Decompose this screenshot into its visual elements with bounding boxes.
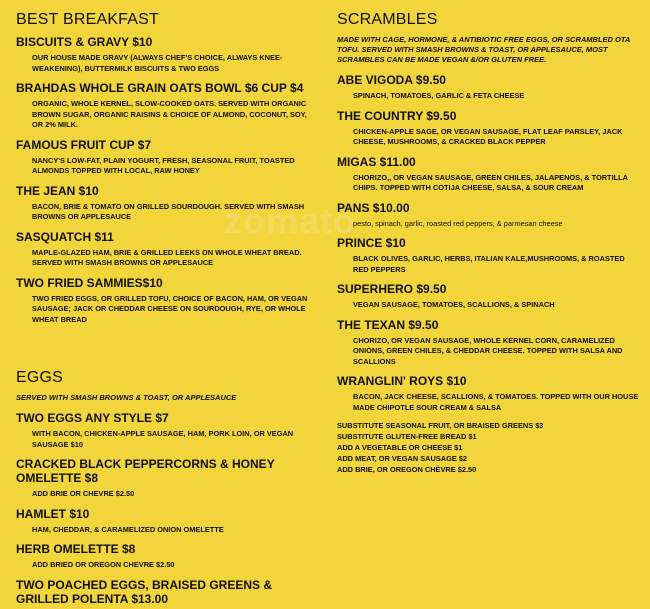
- menu-item-name: THE COUNTRY $9.50: [337, 108, 457, 123]
- menu-item: [16, 542, 316, 571]
- scrambles-items: [337, 73, 640, 413]
- menu-item: [337, 236, 640, 275]
- menu-item: [337, 201, 640, 230]
- extra-option: SUBSTITUTE GLUTEN-FREE BREAD $1: [337, 432, 477, 441]
- menu-item-description: BACON, BRIE & TOMATO ON GRILLED SOURDOUGH. SERVED WITH SMASH BROWNS OR APPLESAUCE: [32, 201, 305, 221]
- menu-item-description: NANCY'S LOW-FAT, PLAIN YOGURT, FRESH, SEASONAL FRUIT, TOASTED ALMONDS TOPPED WITH LOCAL, RAW HONEY: [32, 155, 295, 175]
- menu-item-name: CRACKED BLACK PEPPERCORNS & HONEY OMELETTE $8: [16, 457, 275, 485]
- menu-item: [337, 374, 640, 413]
- menu-item: [337, 73, 640, 102]
- menu-item-name: HERB OMELETTE $8: [16, 542, 136, 556]
- menu-item: [337, 155, 640, 194]
- menu-item-name: WRANGLIN' ROYS $10: [337, 374, 467, 388]
- menu-item: [16, 276, 316, 326]
- eggs-section: [16, 368, 316, 609]
- menu-item-description: CHICKEN-APPLE SAGE, OR VEGAN SAUSAGE, FLAT LEAF PARSLEY, JACK CHEESE, MUSHROOMS, & CRACKED BLACK PEPPER: [353, 126, 623, 146]
- menu-item-name: HAMLET $10: [16, 506, 90, 521]
- menu-item-description: BLACK OLIVES, GARLIC, HERBS, ITALIAN KALE,MUSHROOMS, & ROASTED RED PEPPERS: [353, 254, 625, 274]
- menu-item-name: TWO EGGS ANY STYLE $7: [16, 411, 169, 425]
- extra-option: ADD BRIE, OR OREGON CHÈVRE $2.50: [337, 465, 477, 474]
- menu-item-name: PRINCE $10: [337, 236, 406, 250]
- extra-option: SUBSTITUTE SEASONAL FRUIT, OR BRAISED GREENS $3: [337, 421, 544, 430]
- menu-item: [16, 411, 316, 450]
- menu-item-description: ADD BRIE OR CHEVRE $2.50: [32, 489, 135, 498]
- menu-item-description: VEGAN SAUSAGE, TOMATOES, SCALLIONS, & SPINACH: [353, 300, 555, 309]
- menu-item: [16, 35, 316, 74]
- menu-item-description: OUR HOUSE MADE GRAVY (ALWAYS CHEF'S CHOICE, ALWAYS KNEE-WEAKENING), BUTTERMILK BISCUITS & TWO EGGS: [32, 53, 283, 73]
- menu-item-description: WITH BACON, CHICKEN-APPLE SAUSAGE, HAM, PORK LOIN, OR VEGAN SAUSAGE $10: [32, 429, 294, 449]
- menu-item-description: ORGANIC, WHOLE KERNEL, SLOW-COOKED OATS. SERVED WITH ORGANIC BROWN SUGAR, ORGANIC RAISINS & CHOICE OF ALMOND, COCONUT, SOY, OR 2% MILK.: [32, 99, 307, 129]
- extra-option: ADD MEAT, OR VEGAN SAUSAGE $2: [337, 454, 468, 463]
- menu-item: [16, 138, 316, 177]
- menu-item-name: THE JEAN $10: [16, 183, 99, 198]
- menu-item-name: ABE VIGODA $9.50: [337, 73, 446, 87]
- watermark: zomato: [224, 200, 356, 241]
- menu-item: [16, 81, 316, 131]
- menu-item-name: THE TEXAN $9.50: [337, 317, 439, 332]
- menu-item-name: BRAHDAS WHOLE GRAIN OATS BOWL $6 CUP $4: [16, 81, 304, 95]
- menu-item-description: SPINACH, TOMATOES, GARLIC & FETA CHEESE: [353, 91, 525, 100]
- menu-item-name: TWO POACHED EGGS, BRAISED GREENS & GRILLED POLENTA $13.00: [16, 577, 273, 606]
- menu-item-description: HAM, CHEDDAR, & CARAMELIZED ONION OMELETTE: [32, 524, 224, 534]
- scrambles-extras: [337, 420, 640, 475]
- scrambles-note: MADE WITH CAGE, HORMONE, & ANTIBIOTIC FREE EGGS, OR SCRAMBLED OTA TOFU. SERVED WITH SMASH BROWNS & TOAST, OR APPLESAUCE, MOST SCRAMBLES CAN BE MADE VEGAN &/OR GLUTEN FREE.: [337, 35, 631, 64]
- menu-item-description: pesto, spinach, garlic, roasted red peppers, & parmesan cheese: [353, 218, 563, 228]
- menu-item-name: MIGAS $11.00: [337, 154, 416, 169]
- menu-item-description: BACON, JACK CHEESE, SCALLIONS, & TOMATOES. TOPPED WITH OUR HOUSE MADE CHIPOTLE SOUR CREAM & SALSA: [353, 392, 639, 412]
- extra-option: ADD A VEGETABLE OR CHEESE $1: [337, 443, 463, 452]
- menu-item: [337, 109, 640, 148]
- menu-item: [337, 318, 640, 368]
- menu-item-description: MAPLE-GLAZED HAM, BRIE & GRILLED LEEKS ON WHOLE WHEAT BREAD. SERVED WITH SMASH BROWNS OR APPLESAUCE: [32, 247, 302, 267]
- menu-item: [16, 578, 316, 606]
- eggs-items: [16, 411, 316, 606]
- menu-item-name: SASQUATCH $11: [16, 229, 114, 244]
- menu-item: [337, 282, 640, 311]
- menu-item-description: ADD BRIED OR OREGON CHEVRE $2.50: [32, 560, 175, 569]
- breakfast-title: BEST BREAKFAST: [16, 11, 159, 28]
- menu-item: [16, 230, 316, 269]
- menu-item-name: TWO FRIED SAMMIES$10: [16, 275, 163, 290]
- scrambles-section: [337, 10, 640, 475]
- breakfast-items: [16, 35, 316, 325]
- menu-item-description: TWO FRIED EGGS, OR GRILLED TOFU, CHOICE OF BACON, HAM, OR VEGAN SAUSAGE; JACK OR CHEDDAR CHEESE ON SOURDOUGH, RYE, OR WHOLE WHEAT BREAD: [32, 293, 308, 324]
- menu-item-name: SUPERHERO $9.50: [337, 282, 447, 296]
- eggs-title: EGGS: [16, 369, 64, 386]
- menu-item-name: FAMOUS FRUIT CUP $7: [16, 137, 152, 152]
- menu-item-description: CHORIZO,, OR VEGAN SAUSAGE, GREEN CHILES, JALAPENOS, & TORTILLA CHIPS. TOPPED WITH COTIJA CHEESE, SALSA, & SOUR CREAM: [353, 172, 628, 192]
- menu-item: [16, 507, 316, 536]
- menu-item-description: CHORIZO, OR VEGAN SAUSAGE, WHOLE KERNEL CORN, CARAMELIZED ONIONS, GREEN CHILES, & CHEDDAR CHEESE. TOPPED WITH SALSA AND SCALLIONS: [353, 335, 623, 366]
- menu-item-name: PANS $10.00: [337, 200, 410, 215]
- menu-item-name: BISCUITS & GRAVY $10: [16, 35, 153, 49]
- eggs-note: SERVED WITH SMASH BROWNS & TOAST, OR APPLESAUCE: [16, 393, 237, 402]
- scrambles-title: SCRAMBLES: [337, 11, 438, 28]
- menu-item: [16, 184, 316, 223]
- menu-item: [16, 457, 316, 500]
- breakfast-section: [16, 10, 316, 332]
